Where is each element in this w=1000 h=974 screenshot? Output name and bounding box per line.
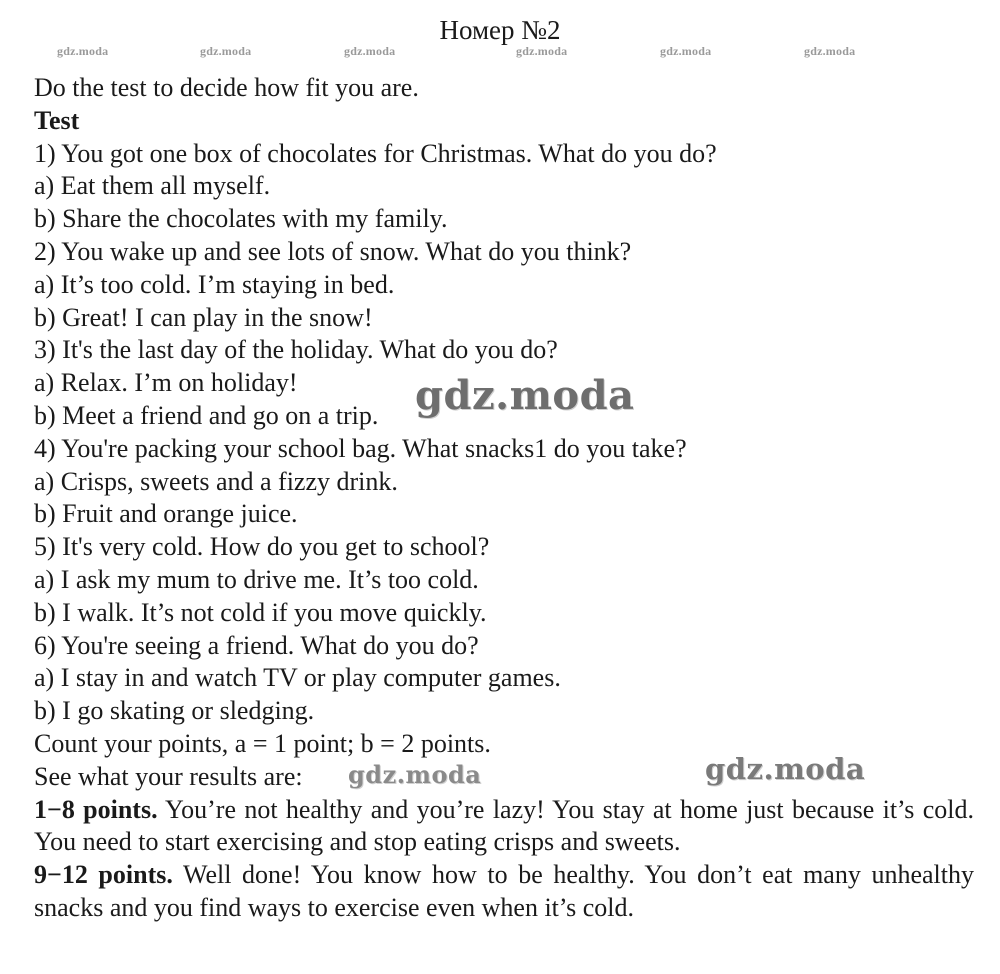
watermark-small: gdz.moda [660, 44, 712, 58]
result-block [34, 794, 974, 860]
question-text: 2) You wake up and see lots of snow. What do you think? [34, 236, 632, 266]
question-text: 1) You got one box of chocolates for Christmas. What do you do? [34, 138, 717, 168]
answer-a: a) Crisps, sweets and a fizzy drink. [34, 466, 398, 496]
answer-a: a) It’s too cold. I’m staying in bed. [34, 269, 395, 299]
answer-a: a) I stay in and watch TV or play computer games. [34, 663, 561, 693]
answer-b: b) I go skating or sledging. [34, 696, 315, 726]
result-text: Well done! You know how to be healthy. You don’t eat many unhealthy snacks and you find ways to exercise even when it’s cold. [34, 860, 974, 922]
watermark-large: gdz.moda [705, 752, 866, 786]
watermark-large: gdz.moda [415, 372, 635, 419]
answer-b: b) Great! I can play in the snow! [34, 302, 373, 332]
answer-a: a) Relax. I’m on holiday! [34, 368, 298, 398]
watermark-small: gdz.moda [804, 44, 856, 58]
watermark-row [0, 44, 1000, 60]
intro-text: Do the test to decide how fit you are. [34, 73, 419, 102]
answer-b: b) I walk. It’s not cold if you move quickly. [34, 597, 487, 627]
watermark-small: gdz.moda [344, 44, 396, 58]
question-text: 3) It's the last day of the holiday. What do you do? [34, 335, 558, 365]
question-text: 5) It's very cold. How do you get to school? [34, 532, 490, 562]
answer-b: b) Meet a friend and go on a trip. [34, 400, 379, 430]
watermark-small: gdz.moda [57, 44, 109, 58]
count-instructions: Count your points, a = 1 point; b = 2 points. [34, 728, 491, 758]
result-text: You’re not healthy and you’re lazy! You stay at home just because it’s cold. You need to start exercising and stop eating crisps and sweets. [34, 794, 974, 857]
result-points: 9−12 points. [34, 860, 173, 890]
watermark-small: gdz.moda [516, 44, 568, 58]
answer-b: b) Share the chocolates with my family. [34, 204, 448, 234]
answer-a: a) I ask my mum to drive me. It’s too cold. [34, 564, 479, 594]
question-text: 4) You're packing your school bag. What snacks1 do you take? [34, 433, 687, 463]
exercise-body [34, 72, 974, 925]
results-intro: See what your results are: [34, 761, 303, 791]
result-points: 1−8 points. [34, 794, 158, 824]
answer-b: b) Fruit and orange juice. [34, 499, 298, 529]
answer-a: a) Eat them all myself. [34, 171, 271, 201]
question-text: 6) You're seeing a friend. What do you do? [34, 630, 479, 660]
watermark-large: gdz.moda [348, 760, 482, 789]
page-title: Номер №2 [439, 15, 561, 45]
watermark-small: gdz.moda [200, 44, 252, 58]
test-heading: Test [34, 105, 80, 135]
result-block [34, 859, 974, 925]
